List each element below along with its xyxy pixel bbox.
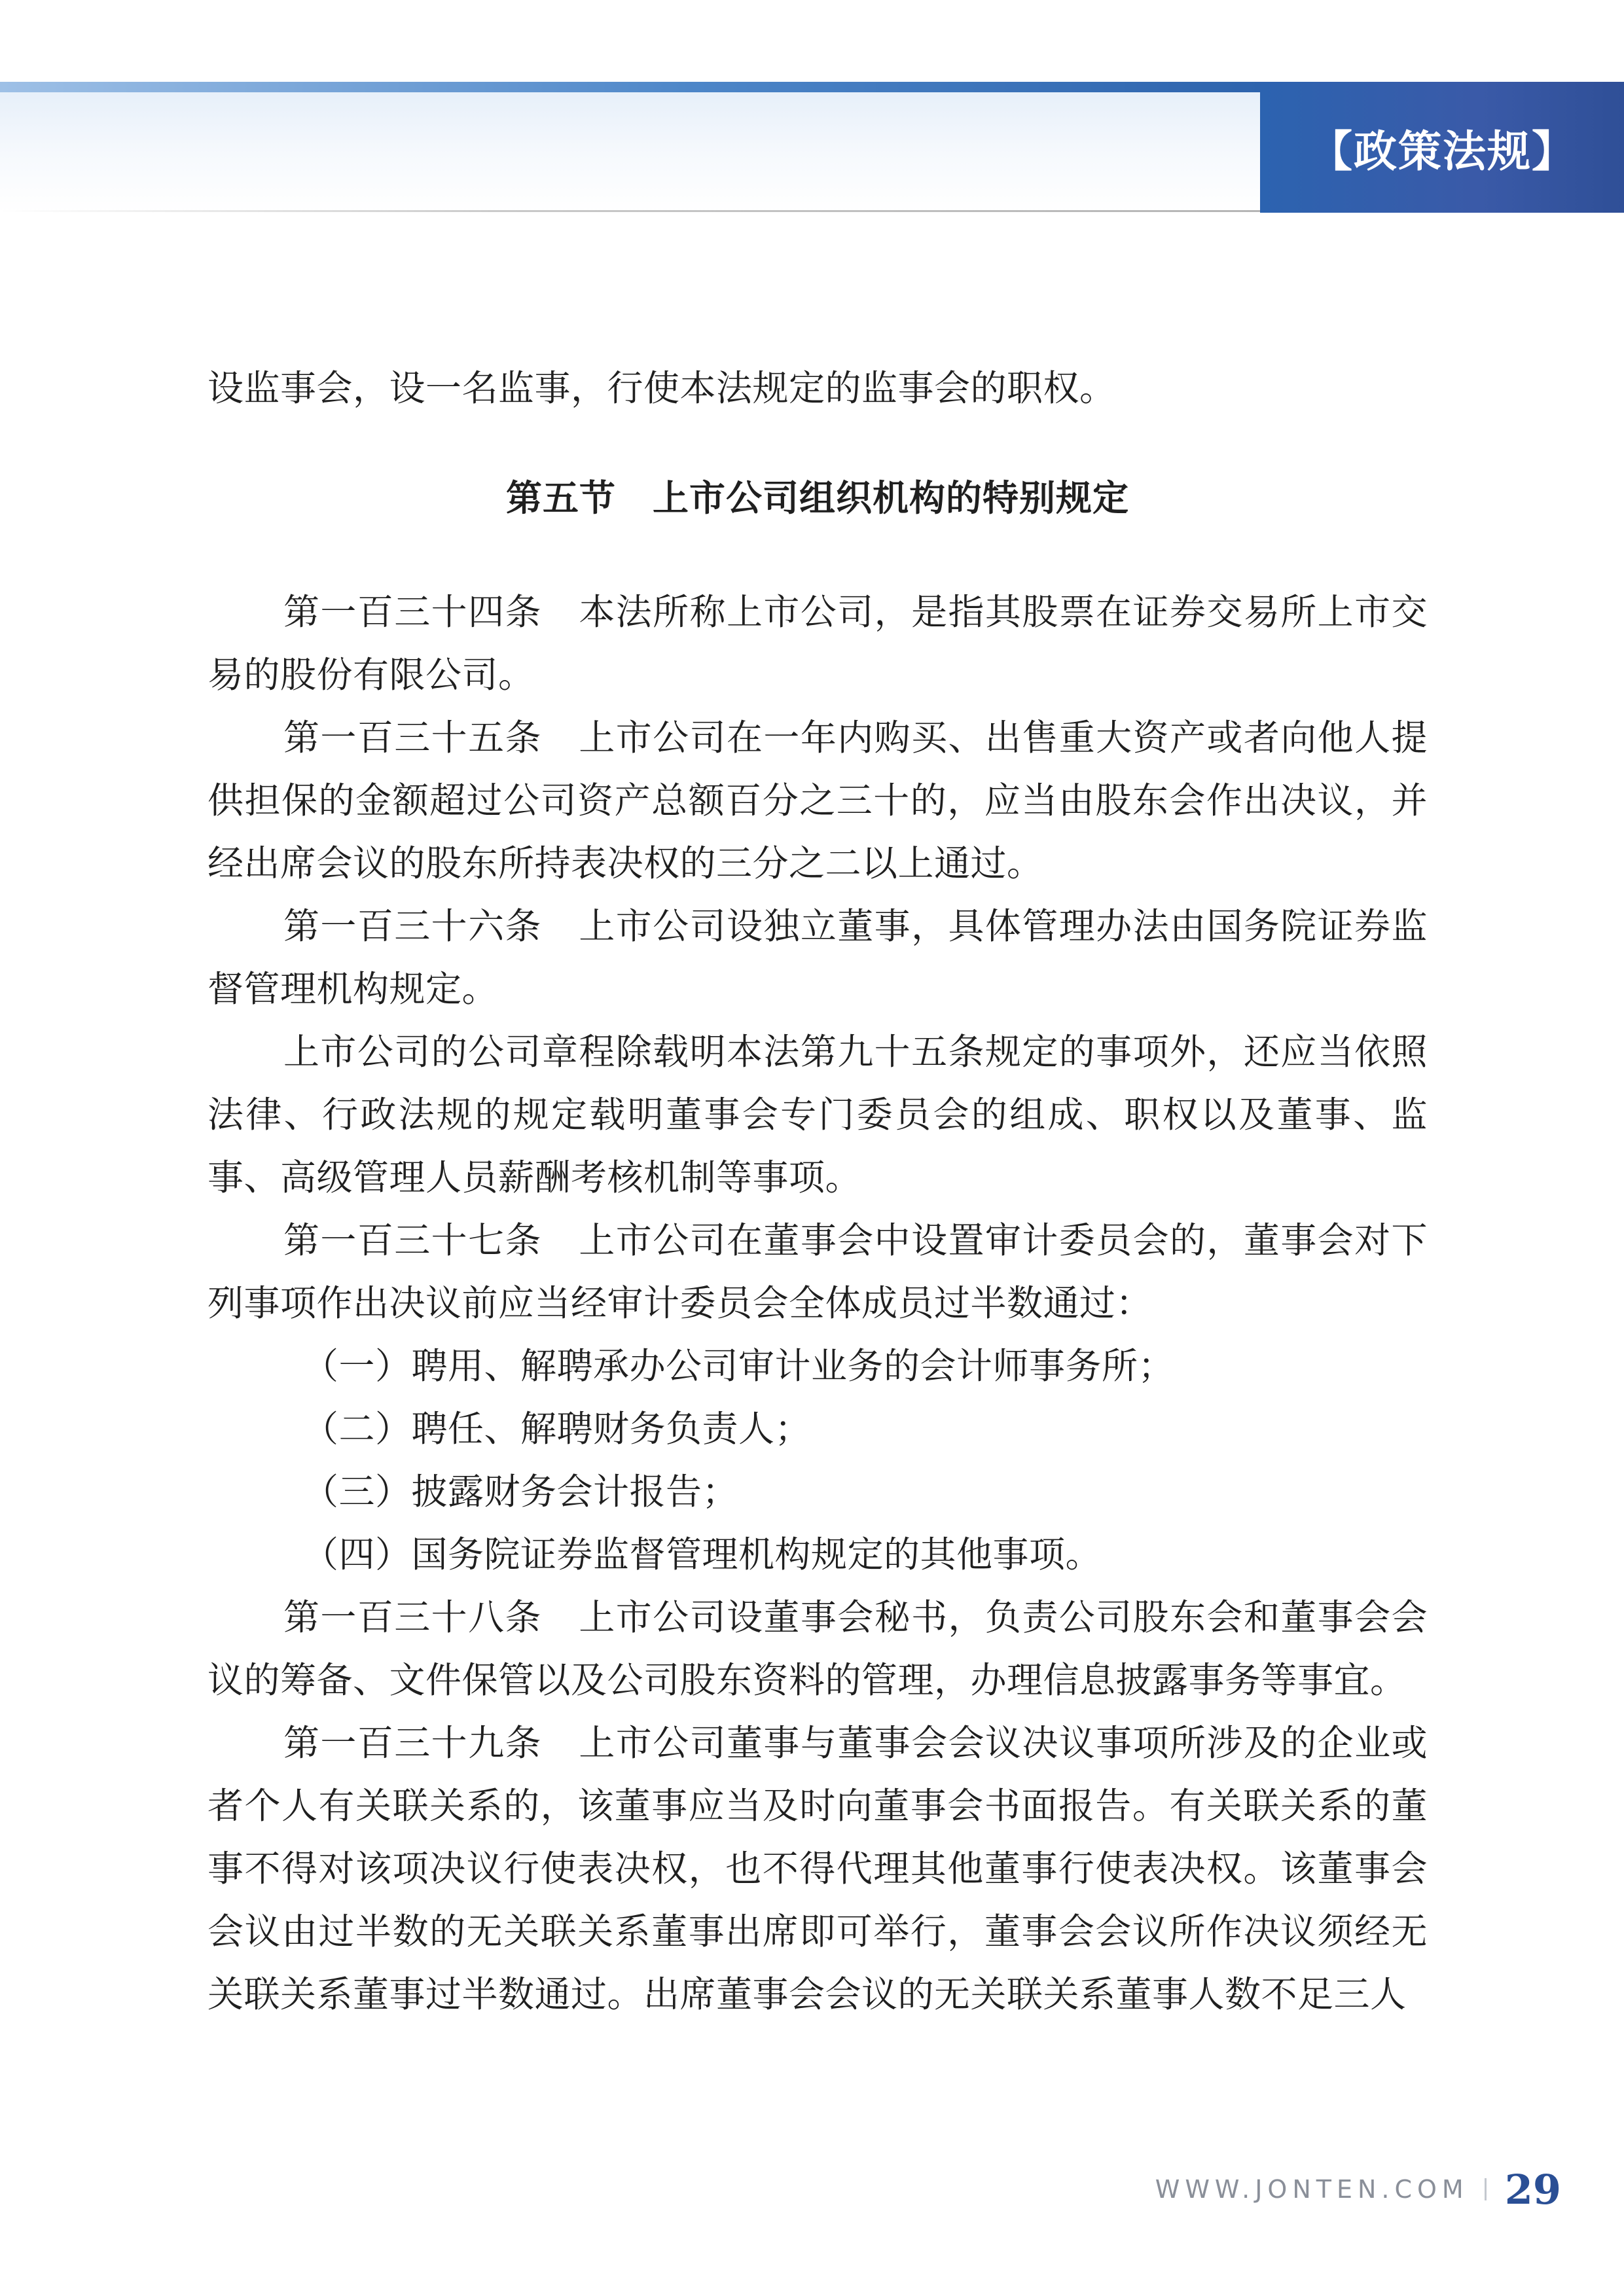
header-bottom-rule xyxy=(0,210,1260,212)
article-body xyxy=(208,357,1428,2026)
footer-divider xyxy=(1485,2178,1487,2200)
article-137-item-2: （二）聘任、解聘财务负责人； xyxy=(302,1408,812,1450)
section-heading: 第五节 上市公司组织机构的特别规定 xyxy=(505,477,1129,519)
article-135: 第一百三十五条 上市公司在一年内购买、出售重大资产或者向他人提供担保的金额超过公司资产总额百分之三十的，应当由股东会作出决议，并经出席会议的股东所持表决权的三分之二以上通过。 xyxy=(208,717,1428,884)
article-134: 第一百三十四条 本法所称上市公司，是指其股票在证券交易所上市交易的股份有限公司。 xyxy=(208,591,1428,696)
website-url: WWW.JONTEN.COM xyxy=(1155,2175,1469,2204)
article-137-item-4: （四）国务院证券监督管理机构规定的其他事项。 xyxy=(302,1534,1102,1575)
paragraph-continuation: 设监事会，设一名监事，行使本法规定的监事会的职权。 xyxy=(208,367,1116,409)
page-number: 29 xyxy=(1504,2165,1561,2214)
header-band xyxy=(0,82,1260,213)
header-top-rule xyxy=(0,82,1260,92)
article-137-item-1: （一）聘用、解聘承办公司审计业务的会计师事务所； xyxy=(302,1345,1175,1387)
article-137: 第一百三十七条 上市公司在董事会中设置审计委员会的，董事会对下列事项作出决议前应当经审计委员会全体成员过半数通过： xyxy=(208,1219,1428,1324)
article-136-paragraph-2: 上市公司的公司章程除载明本法第九十五条规定的事项外，还应当依照法律、行政法规的规定载明董事会专门委员会的组成、职权以及董事、监事、高级管理人员薪酬考核机制等事项。 xyxy=(208,1031,1428,1198)
article-138: 第一百三十八条 上市公司设董事会秘书，负责公司股东会和董事会会议的筹备、文件保管以及公司股东资料的管理，办理信息披露事务等事宜。 xyxy=(208,1596,1428,1701)
section-tab xyxy=(1260,82,1624,213)
article-136: 第一百三十六条 上市公司设独立董事，具体管理办法由国务院证券监督管理机构规定。 xyxy=(208,905,1428,1010)
section-label: 【政策法规】 xyxy=(1309,125,1576,177)
article-137-item-3: （三）披露财务会计报告； xyxy=(302,1471,739,1513)
page-footer xyxy=(1155,2163,1561,2215)
article-139: 第一百三十九条 上市公司董事与董事会会议决议事项所涉及的企业或者个人有关联关系的，该董事应当及时向董事会书面报告。有关联关系的董事不得对该项决议行使表决权，也不得代理其他董事行使表决权。该董事会会议由过半数的无关联关系董事出席即可举行，董事会会议所作决议须经无关联关系董事过半数通过。出席董事会会议的无关联关系董事人数不足三人 xyxy=(208,1722,1428,2015)
